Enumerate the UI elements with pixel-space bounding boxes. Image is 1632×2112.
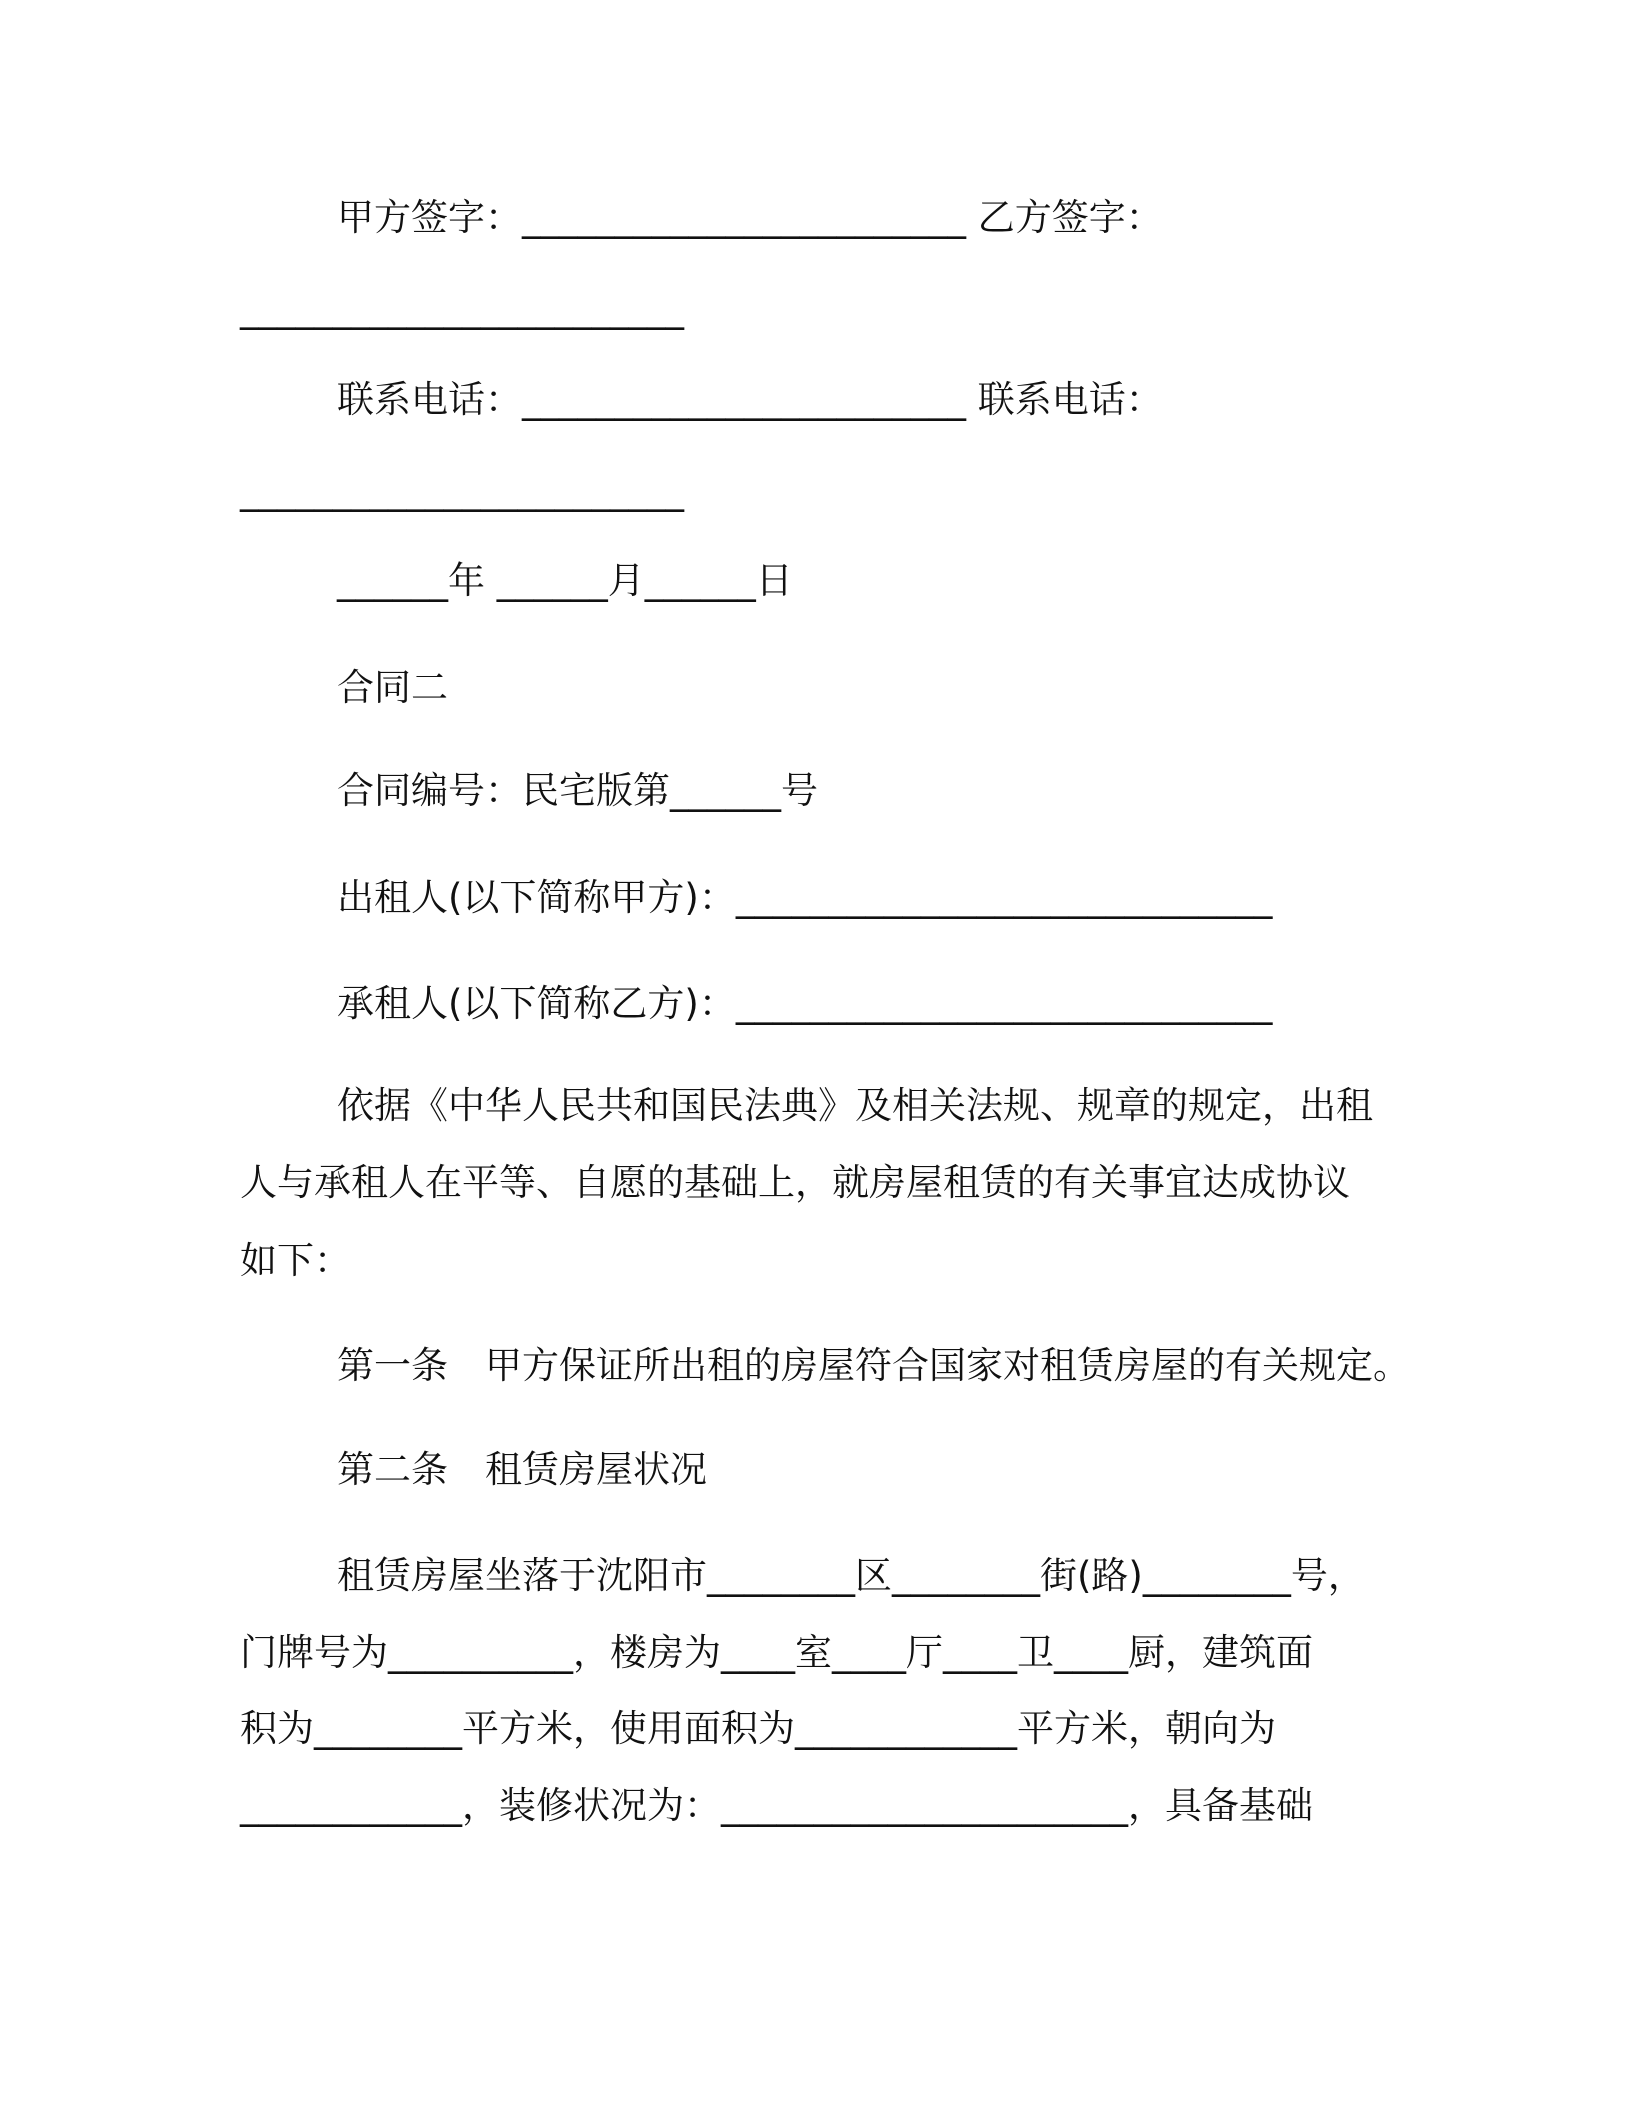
article-1: 第一条 甲方保证所出租的房屋符合国家对租赁房屋的有关规定。 [337, 1344, 1410, 1387]
date-line: ______年 ______月______日 [337, 559, 793, 602]
lessee-line: 承租人(以下简称乙方)：_____________________________ [337, 982, 1273, 1025]
article-2-line-3: 积为________平方米，使用面积为____________平方米，朝向为 [240, 1707, 1276, 1750]
party-b-signature-blank: ________________________ [240, 287, 684, 330]
preamble-line-1: 依据《中华人民共和国民法典》及相关法规、规章的规定，出租 [337, 1084, 1373, 1127]
article-2-line-4: ____________，装修状况为：______________________，具备基础 [240, 1784, 1313, 1827]
article-2-line-2: 门牌号为__________，楼房为____室____厅____卫____厨，建筑面 [240, 1631, 1313, 1674]
preamble-line-2: 人与承租人在平等、自愿的基础上，就房屋租赁的有关事宜达成协议 [240, 1161, 1350, 1204]
preamble-line-3: 如下： [240, 1239, 351, 1282]
party-b-phone-blank: ________________________ [240, 469, 684, 512]
contact-phone-line: 联系电话：________________________ 联系电话： [337, 378, 1163, 421]
contract-number-line: 合同编号：民宅版第______号 [337, 769, 818, 812]
lessor-line: 出租人(以下简称甲方)：_____________________________ [337, 876, 1273, 919]
article-2-heading: 第二条 租赁房屋状况 [337, 1448, 707, 1491]
article-2-line-1: 租赁房屋坐落于沈阳市________区________街(路)________号， [337, 1554, 1365, 1597]
contract-heading: 合同二 [337, 666, 448, 709]
party-a-b-signature-line: 甲方签字：________________________ 乙方签字： [337, 196, 1163, 239]
